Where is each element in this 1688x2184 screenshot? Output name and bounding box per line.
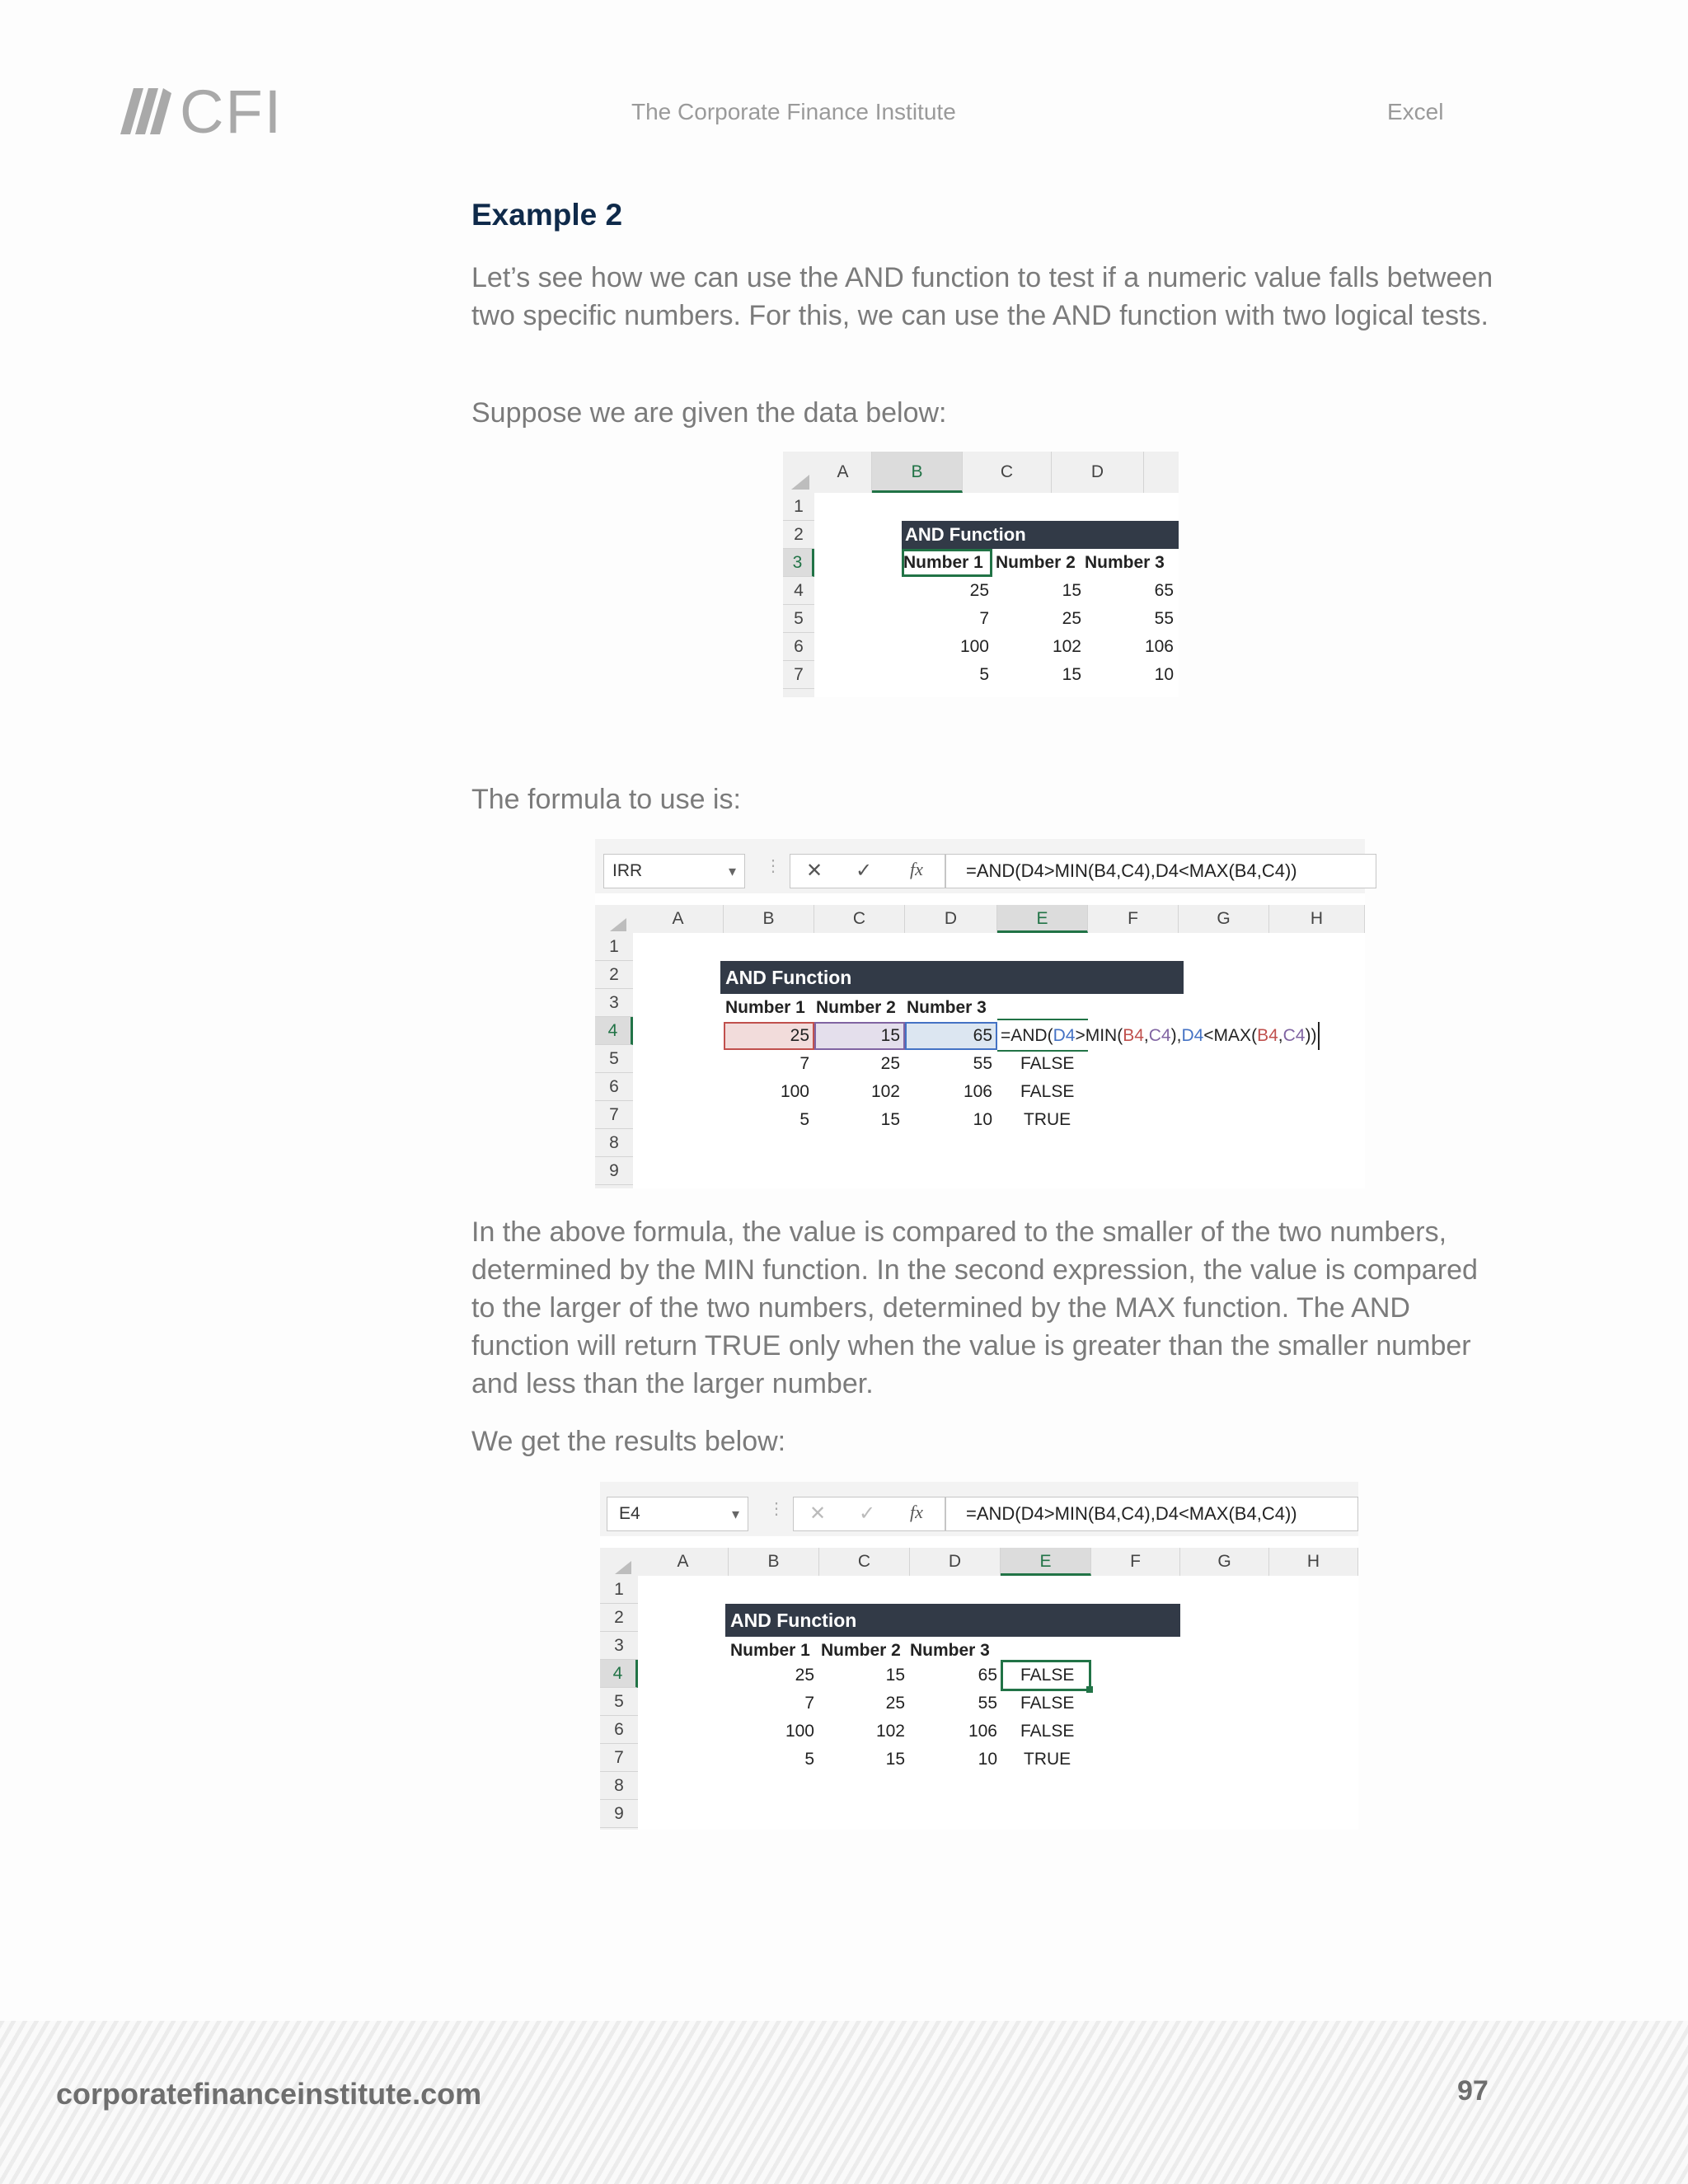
column-header-g[interactable]: G <box>1180 1548 1269 1576</box>
formula-part: ), <box>1170 1026 1182 1045</box>
spreadsheet-data-table <box>783 452 1179 697</box>
grip-icon: ⋮ <box>768 1500 785 1518</box>
column-header-a[interactable]: A <box>814 452 872 493</box>
column-label: Number 2 <box>996 553 1076 572</box>
cell-b4[interactable]: 25 <box>795 1666 814 1685</box>
enter-icon[interactable]: ✓ <box>856 860 873 882</box>
header-title: The Corporate Finance Institute <box>631 99 956 124</box>
cell-b7[interactable]: 5 <box>804 1750 814 1769</box>
column-label: Number 3 <box>910 1641 990 1660</box>
row-header[interactable]: 9 <box>595 1157 633 1185</box>
cell-b4[interactable]: 25 <box>969 581 989 600</box>
column-label: Number 3 <box>1085 553 1165 572</box>
formula-divider <box>945 1497 946 1531</box>
cell-b5[interactable]: 7 <box>799 1054 809 1073</box>
row-header-active[interactable]: 4 <box>600 1660 638 1688</box>
column-header-d[interactable]: D <box>905 905 997 933</box>
cell-c6[interactable]: 102 <box>870 1082 900 1101</box>
header-section: Excel <box>1387 99 1444 124</box>
data-intro-paragraph: Suppose we are given the data below: <box>471 397 947 429</box>
cell-e5[interactable]: FALSE <box>1020 1054 1075 1073</box>
row-header[interactable]: 2 <box>600 1604 638 1632</box>
column-header-g[interactable]: G <box>1179 905 1269 933</box>
cell-c5[interactable]: 25 <box>880 1054 900 1073</box>
row-header[interactable]: 6 <box>595 1073 633 1101</box>
table-banner: AND Function <box>725 1604 1180 1637</box>
fill-handle[interactable] <box>1086 1686 1093 1693</box>
cell-e7[interactable]: TRUE <box>1024 1110 1071 1129</box>
column-label: Number 1 <box>730 1641 810 1660</box>
cancel-icon[interactable]: ✕ <box>809 1502 827 1525</box>
column-header-e[interactable]: E <box>1001 1548 1091 1576</box>
cell-d4[interactable]: 65 <box>973 1026 992 1045</box>
cell-e5[interactable]: FALSE <box>1020 1694 1075 1713</box>
intro-paragraph: Let’s see how we can use the AND function to test if a numeric value falls between two specific numbers. For this, we can use the AND function with two logical tests. <box>471 262 1493 331</box>
cell-b5[interactable]: 7 <box>979 609 989 628</box>
row-header[interactable]: 7 <box>600 1744 638 1772</box>
row-header[interactable]: 3 <box>595 989 633 1017</box>
results-intro-paragraph: We get the results below: <box>471 1426 786 1457</box>
formula-ref-c4: C4 <box>1148 1026 1171 1045</box>
formula-ref-c4: C4 <box>1282 1026 1306 1045</box>
cfi-slashes-icon <box>112 88 171 134</box>
row-header[interactable]: 1 <box>595 933 633 961</box>
row-header[interactable]: 1 <box>600 1576 638 1604</box>
select-all-icon <box>791 475 809 490</box>
row-header[interactable]: 5 <box>595 1045 633 1073</box>
column-header-a[interactable]: A <box>633 905 724 933</box>
row-header-active[interactable]: 4 <box>595 1017 633 1045</box>
column-header-d[interactable]: D <box>910 1548 1001 1576</box>
row-header[interactable]: 7 <box>783 661 814 689</box>
cell-d7[interactable]: 10 <box>978 1750 997 1769</box>
column-header-h[interactable]: H <box>1269 905 1365 933</box>
row-header[interactable]: 5 <box>783 605 814 633</box>
explanation-paragraph: In the above formula, the value is compared to the smaller of the two numbers, determined by the MIN function. In the second expression, the value is compared to the larger of the two numbers, determined by the MAX function. The AND function will return TRUE only when the value is greater than the smaller number and less than the larger number. <box>471 1216 1478 1399</box>
cell-d6[interactable]: 106 <box>968 1722 997 1741</box>
cell-c6[interactable]: 102 <box>1052 637 1081 656</box>
cell-c6[interactable]: 102 <box>875 1722 905 1741</box>
chevron-down-icon[interactable]: ▾ <box>728 863 736 879</box>
spreadsheet-results <box>600 1482 1358 1830</box>
column-header-f[interactable]: F <box>1091 1548 1180 1576</box>
column-header-f[interactable]: F <box>1088 905 1179 933</box>
column-header-c[interactable]: C <box>814 905 905 933</box>
cell-c4[interactable]: 15 <box>1062 581 1081 600</box>
row-header[interactable]: 3 <box>600 1632 638 1660</box>
spreadsheet-formula-edit <box>595 839 1365 1188</box>
column-label: Number 1 <box>903 553 983 572</box>
row-header[interactable]: 5 <box>600 1688 638 1716</box>
row-header[interactable]: 6 <box>600 1716 638 1744</box>
cell-b6[interactable]: 100 <box>959 637 989 656</box>
cell-e4[interactable]: FALSE <box>1020 1666 1075 1685</box>
cell-e7[interactable]: TRUE <box>1024 1750 1071 1769</box>
cell-b5[interactable]: 7 <box>804 1694 814 1713</box>
cell-b6[interactable]: 100 <box>785 1722 814 1741</box>
cell-c5[interactable]: 25 <box>1062 609 1081 628</box>
chevron-down-icon[interactable]: ▾ <box>731 1506 739 1522</box>
cell-c4[interactable]: 15 <box>885 1666 905 1685</box>
row-header[interactable]: 1 <box>783 493 814 521</box>
row-header[interactable]: 8 <box>595 1129 633 1157</box>
cell-b7[interactable]: 5 <box>979 665 989 684</box>
insert-function-icon[interactable]: fx <box>910 859 923 879</box>
column-header-b[interactable]: B <box>724 905 814 933</box>
column-label: Number 2 <box>816 998 896 1017</box>
column-header-d[interactable]: D <box>1052 452 1144 493</box>
row-header[interactable]: 2 <box>783 521 814 549</box>
cell-c7[interactable]: 15 <box>885 1750 905 1769</box>
formula-part: =AND( <box>1001 1026 1053 1045</box>
cell-d7[interactable]: 10 <box>1154 665 1174 684</box>
footer-url[interactable]: corporatefinanceinstitute.com <box>56 2077 482 2111</box>
cell-e6[interactable]: FALSE <box>1020 1082 1075 1101</box>
formula-ref-b4: B4 <box>1257 1026 1278 1045</box>
cell-d6[interactable]: 106 <box>963 1082 992 1101</box>
formula-part: <MAX( <box>1203 1026 1258 1045</box>
cancel-icon[interactable]: ✕ <box>806 860 823 882</box>
cell-b7[interactable]: 5 <box>799 1110 809 1129</box>
name-box[interactable] <box>607 1497 748 1531</box>
column-header-b[interactable]: B <box>729 1548 819 1576</box>
name-box-value: IRR <box>612 861 643 880</box>
column-label: Number 2 <box>821 1641 901 1660</box>
formula-divider <box>945 854 946 888</box>
formula-ref-d4: D4 <box>1181 1026 1204 1045</box>
formula-part: >MIN( <box>1075 1026 1123 1045</box>
row-header[interactable]: 7 <box>595 1101 633 1129</box>
cell-b6[interactable]: 100 <box>780 1082 809 1101</box>
formula-ref-d4: D4 <box>1053 1026 1076 1045</box>
cell-c7[interactable]: 15 <box>1062 665 1081 684</box>
cell-d4[interactable]: 65 <box>978 1666 997 1685</box>
formula-part: )) <box>1305 1026 1317 1045</box>
page-number: 97 <box>1457 2075 1489 2107</box>
select-all-icon <box>610 918 626 931</box>
table-banner: AND Function <box>720 961 1184 994</box>
row-header[interactable]: 4 <box>783 577 814 605</box>
formula-intro-paragraph: The formula to use is: <box>471 784 741 815</box>
table-banner: AND Function <box>902 521 1179 549</box>
cell-d4[interactable]: 65 <box>1154 581 1174 600</box>
cell-d5[interactable]: 55 <box>1154 609 1174 628</box>
cell-d5[interactable]: 55 <box>973 1054 992 1073</box>
enter-icon[interactable]: ✓ <box>859 1502 876 1525</box>
column-header-b[interactable]: B <box>872 452 963 493</box>
row-header[interactable]: 6 <box>783 633 814 661</box>
cell-c7[interactable]: 15 <box>880 1110 900 1129</box>
column-label: Number 1 <box>725 998 805 1017</box>
cell-d7[interactable]: 10 <box>973 1110 992 1129</box>
formula-ref-b4: B4 <box>1123 1026 1144 1045</box>
grip-icon: ⋮ <box>765 857 781 875</box>
formula-text: =AND(D4>MIN(B4,C4),D4<MAX(B4,C4)) <box>966 1503 1297 1524</box>
formula-part: , <box>1143 1026 1149 1045</box>
insert-function-icon[interactable]: fx <box>910 1502 923 1522</box>
active-cell-border[interactable] <box>902 549 992 577</box>
section-heading: Example 2 <box>471 198 623 232</box>
cell-b4[interactable]: 25 <box>790 1026 809 1045</box>
row-header[interactable]: 8 <box>600 1772 638 1800</box>
cfi-logo <box>112 77 284 146</box>
column-header-h[interactable]: H <box>1269 1548 1358 1576</box>
column-header-a[interactable]: A <box>638 1548 729 1576</box>
select-all-icon <box>615 1561 631 1574</box>
row-header[interactable]: 9 <box>600 1800 638 1828</box>
formula-text: =AND(D4>MIN(B4,C4),D4<MAX(B4,C4)) <box>966 860 1297 881</box>
column-header-e[interactable]: E <box>997 905 1088 933</box>
cell-c4[interactable]: 15 <box>880 1026 900 1045</box>
formula-part: , <box>1278 1026 1283 1045</box>
name-box[interactable] <box>603 854 745 888</box>
row-header-active[interactable]: 3 <box>783 549 814 577</box>
cell-e4-editing[interactable] <box>1001 1022 1320 1050</box>
column-label: Number 3 <box>907 998 987 1017</box>
cell-d5[interactable]: 55 <box>978 1694 997 1713</box>
row-header[interactable]: 2 <box>595 961 633 989</box>
cell-c5[interactable]: 25 <box>885 1694 905 1713</box>
column-header-c[interactable]: C <box>819 1548 910 1576</box>
cell-d6[interactable]: 106 <box>1144 637 1174 656</box>
column-header-c[interactable]: C <box>963 452 1052 493</box>
logo-text: CFI <box>180 77 284 146</box>
name-box-value: E4 <box>619 1504 640 1523</box>
cell-e6[interactable]: FALSE <box>1020 1722 1075 1741</box>
